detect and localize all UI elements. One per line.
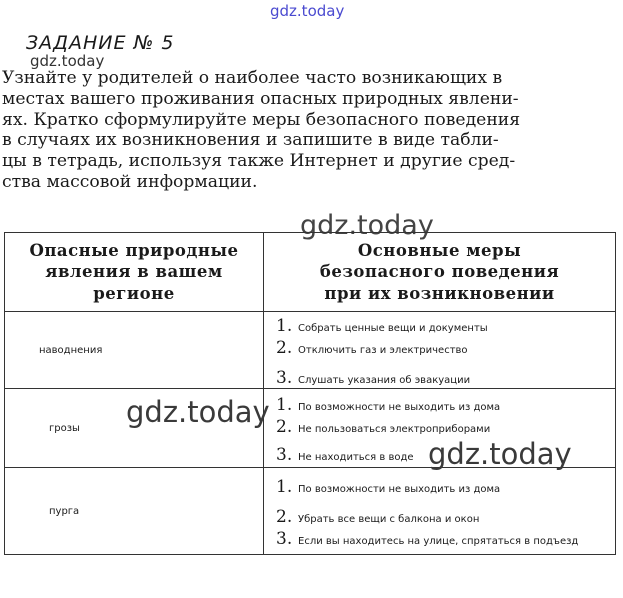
watermark-top: gdz.today bbox=[270, 2, 345, 20]
item-number: 1. bbox=[276, 395, 293, 415]
list-item bbox=[276, 335, 615, 357]
task-title: ЗАДАНИЕ № 5 bbox=[26, 32, 175, 54]
list-item bbox=[276, 357, 615, 387]
item-number: 3. bbox=[276, 445, 293, 465]
phenomenon-blizzard: пурга bbox=[49, 505, 80, 517]
phenomenon-cell bbox=[5, 312, 264, 389]
watermark-right: gdz.today bbox=[428, 437, 572, 471]
item-number: 3. bbox=[276, 368, 293, 388]
watermark-left: gdz.today bbox=[126, 395, 270, 429]
item-number: 2. bbox=[276, 507, 293, 527]
list-item bbox=[276, 313, 615, 335]
item-text: Собрать ценные вещи и документы bbox=[298, 323, 488, 334]
header-line: регионе bbox=[93, 283, 175, 303]
item-text: Убрать все вещи с балкона и окон bbox=[298, 514, 480, 525]
item-text: Не находиться в воде bbox=[298, 452, 414, 463]
list-item bbox=[276, 392, 615, 414]
item-text: Если вы находитесь на улице, спрятаться в подъезд bbox=[298, 536, 579, 547]
item-number: 1. bbox=[276, 477, 293, 497]
header-line: Опасные природные bbox=[29, 240, 239, 260]
list-item bbox=[276, 526, 615, 548]
header-line: безопасного поведения bbox=[319, 262, 560, 282]
item-text: По возможности не выходить из дома bbox=[298, 484, 501, 495]
list-item bbox=[276, 414, 615, 436]
table-header-row bbox=[5, 233, 616, 312]
header-measures bbox=[264, 233, 616, 312]
watermark-small: gdz.today bbox=[30, 52, 105, 70]
header-phenomena-text bbox=[5, 240, 263, 305]
task-line: ства массовой информации. bbox=[2, 171, 258, 192]
task-line: ях. Кратко сформулируйте меры безопасного поведения bbox=[2, 109, 521, 130]
item-number: 3. bbox=[276, 529, 293, 549]
watermark-middle: gdz.today bbox=[300, 210, 434, 241]
task-text bbox=[2, 68, 622, 193]
task-line: цы в тетрадь, используя также Интернет и другие сред- bbox=[2, 151, 516, 172]
item-number: 1. bbox=[276, 316, 293, 336]
safety-table bbox=[4, 232, 616, 555]
item-text: Слушать указания об эвакуации bbox=[298, 375, 471, 386]
item-text: Отключить газ и электричество bbox=[298, 345, 468, 356]
header-line: при их возникновении bbox=[324, 283, 555, 303]
list-item bbox=[276, 474, 615, 496]
item-text: По возможности не выходить из дома bbox=[298, 402, 501, 413]
task-line: местах вашего проживания опасных природных явлени- bbox=[2, 88, 519, 109]
task-line: Узнайте у родителей о наиболее часто возникающих в bbox=[2, 68, 503, 88]
header-line: явления в вашем bbox=[45, 262, 223, 282]
item-number: 2. bbox=[276, 338, 293, 358]
item-text: Не пользоваться электроприборами bbox=[298, 424, 491, 435]
task-line: в случаях их возникновения и запишите в виде табли- bbox=[2, 130, 499, 151]
phenomenon-cell bbox=[5, 468, 264, 555]
list-item bbox=[276, 496, 615, 526]
phenomenon-flood: наводнения bbox=[39, 344, 103, 356]
measures-cell bbox=[264, 468, 616, 555]
header-phenomena bbox=[5, 233, 264, 312]
measures-cell bbox=[264, 312, 616, 389]
table-row bbox=[5, 468, 616, 555]
header-measures-text bbox=[264, 240, 615, 305]
item-number: 2. bbox=[276, 417, 293, 437]
header-line: Основные меры bbox=[357, 240, 522, 260]
table-row bbox=[5, 312, 616, 389]
phenomenon-thunderstorm: грозы bbox=[49, 422, 80, 434]
